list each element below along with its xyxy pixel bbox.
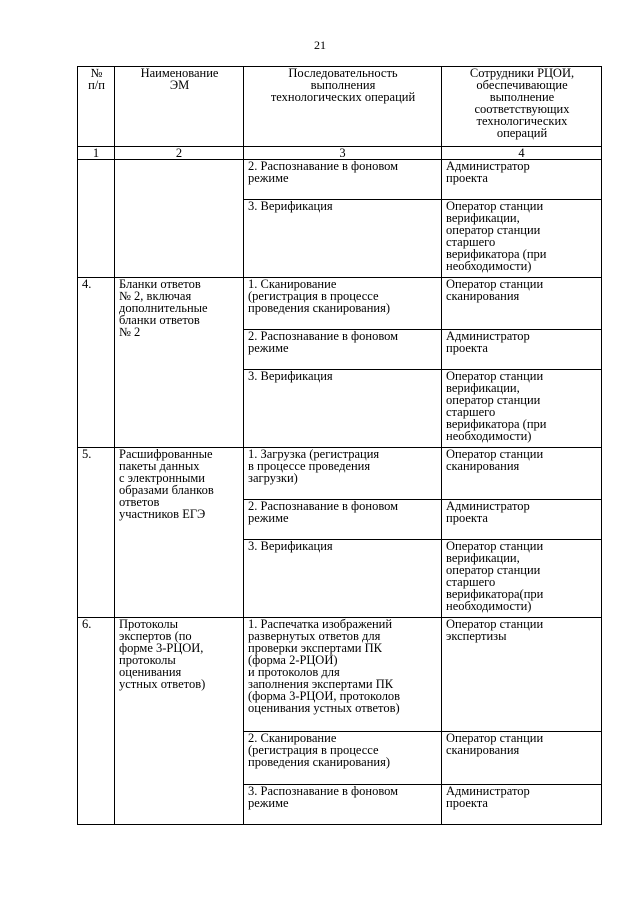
header-number: № п/п (78, 67, 115, 147)
em-name (115, 160, 244, 278)
operation: 1. Загрузка (регистрация в процессе проведения загрузки) (244, 448, 442, 500)
table-row (78, 618, 602, 732)
operation: 2. Распознавание в фоновом режиме (244, 330, 442, 370)
table-row (78, 278, 602, 330)
row-number: 4. (78, 278, 115, 448)
header-row (78, 67, 602, 147)
operation: 2. Распознавание в фоновом режиме (244, 500, 442, 540)
column-number: 2 (115, 147, 244, 160)
operation: 1. Сканирование (регистрация в процессе проведения сканирования) (244, 278, 442, 330)
operation: 3. Верификация (244, 540, 442, 618)
staff: Оператор станции экспертизы (442, 618, 602, 732)
staff: Оператор станции сканирования (442, 732, 602, 785)
operation: 2. Сканирование (регистрация в процессе проведения сканирования) (244, 732, 442, 785)
em-name: Бланки ответов № 2, включая дополнительные бланки ответов № 2 (115, 278, 244, 448)
table-row (78, 448, 602, 500)
operations-table (77, 66, 602, 825)
operation: 1. Распечатка изображений развернутых ответов для проверки экспертами ПК (форма 2-РЦОИ) и протоколов для заполнения экспертами ПК (форма 3-РЦОИ, протоколов оценивания устных ответов) (244, 618, 442, 732)
row-number: 5. (78, 448, 115, 618)
em-name: Расшифрованные пакеты данных с электронными образами бланков ответов участников ЕГЭ (115, 448, 244, 618)
operation: 2. Распознавание в фоновом режиме (244, 160, 442, 200)
page-number: 21 (314, 38, 326, 52)
row-number (78, 160, 115, 278)
header-staff: Сотрудники РЦОИ, обеспечивающие выполнение соответствующих технологических операций (442, 67, 602, 147)
operation: 3. Распознавание в фоновом режиме (244, 785, 442, 825)
staff: Администратор проекта (442, 160, 602, 200)
staff: Администратор проекта (442, 500, 602, 540)
table-row (78, 160, 602, 200)
em-name: Протоколы экспертов (по форме 3-РЦОИ, протоколы оценивания устных ответов) (115, 618, 244, 825)
column-number: 4 (442, 147, 602, 160)
staff: Оператор станции сканирования (442, 448, 602, 500)
operation: 3. Верификация (244, 200, 442, 278)
header-em-name: Наименование ЭМ (115, 67, 244, 147)
column-numbers-row (78, 147, 602, 160)
staff: Администратор проекта (442, 785, 602, 825)
column-number: 1 (78, 147, 115, 160)
row-number: 6. (78, 618, 115, 825)
staff: Оператор станции верификации, оператор станции старшего верификатора (при необходимости) (442, 200, 602, 278)
staff: Оператор станции верификации, оператор станции старшего верификатора(при необходимости) (442, 540, 602, 618)
staff: Оператор станции верификации, оператор станции старшего верификатора (при необходимости) (442, 370, 602, 448)
header-operations: Последовательность выполнения технологических операций (244, 67, 442, 147)
operation: 3. Верификация (244, 370, 442, 448)
staff: Оператор станции сканирования (442, 278, 602, 330)
staff: Администратор проекта (442, 330, 602, 370)
column-number: 3 (244, 147, 442, 160)
